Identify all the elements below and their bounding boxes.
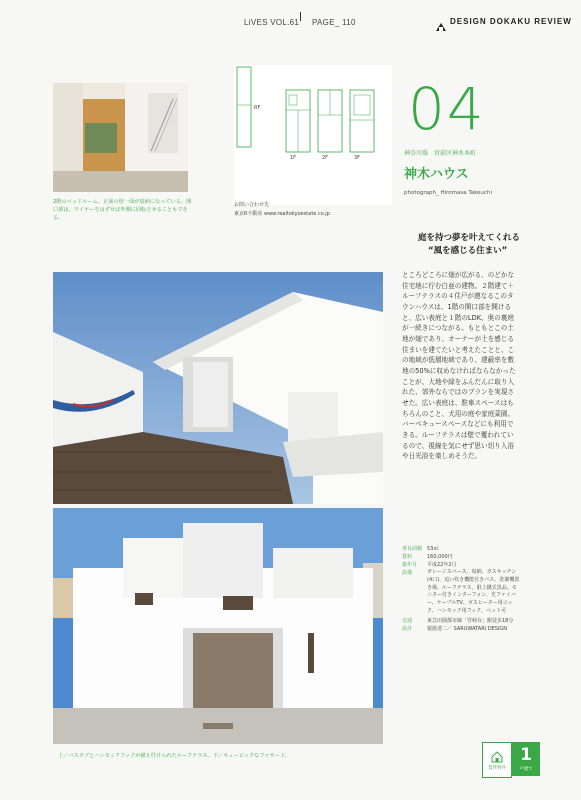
category-number: 1 <box>520 745 532 765</box>
headline-line1: 庭を持つ夢を叶えてくれる <box>418 233 521 243</box>
spec-label: 築年月 <box>402 562 418 568</box>
spec-label: 設備 <box>402 570 413 576</box>
category-label: 戸建て <box>519 767 533 772</box>
spec-row <box>402 617 520 624</box>
house-name: 神木ハウス <box>404 167 469 182</box>
spec-value: 猿渡達二／ SARUWATARI DESIGN <box>427 625 508 632</box>
spec-value: 53㎡ <box>427 546 439 552</box>
house-location: 神奈川県 宮前区神木本町 <box>404 150 477 157</box>
spec-value: 160,000円 <box>427 554 453 560</box>
facade-photo <box>53 508 383 744</box>
bedroom-photo <box>53 83 188 192</box>
roof-terrace-photo <box>53 272 383 504</box>
header-divider <box>300 12 301 21</box>
spec-row <box>402 561 520 568</box>
contact-company: 東京R不動産 <box>234 211 263 217</box>
spec-value: 平成22年2月 <box>427 562 457 568</box>
spec-value: ガレージスペース、収納、ガスキッチン(4口)、追い炊き機能付きバス、洗濯機置き場、ルーフテラス、駐上鍵式黒品、モニター付きインターフォン、光ファイバー、ケーブルTV、ガスヒーター用コック、ハンモック用フック、ペット可 <box>427 569 520 614</box>
spec-label: 専有面積 <box>402 546 423 552</box>
bedroom-caption: 2階のベッドルーム。正面の壁一面が収納になっている。開口部は、ワイヤーをはずせば外側に回転させることもできる。 <box>53 199 192 222</box>
spec-label: 交通 <box>402 617 413 624</box>
rental-badge-label: 賃貸物件 <box>488 766 506 771</box>
category-badge <box>512 742 540 776</box>
spec-row <box>402 569 520 616</box>
photographer-credit: photograph_ Hiromasa Takeuchi <box>404 190 493 196</box>
page-number: PAGE_ 110 <box>312 18 356 27</box>
spec-label: 賃料 <box>402 554 413 560</box>
bottom-photo-caption: 上／バスタブとハンモックフックが備え付けられたルーフテラス。下／キュービックなファサード。 <box>58 753 290 759</box>
floor-label-1f: 1F <box>290 155 297 161</box>
house-number: 04 <box>408 75 486 143</box>
floor-label-3f: 3F <box>354 155 361 161</box>
house-icon <box>491 748 503 760</box>
spec-label: 設計 <box>402 625 413 632</box>
brand-title: DESIGN DOKAKU REVIEW <box>450 17 572 26</box>
contact-label: お問い合わせ先 <box>234 202 270 208</box>
rental-badge <box>482 742 512 778</box>
floor-label-2f: 2F <box>322 155 329 161</box>
floor-label-rf: RF <box>254 105 261 111</box>
spec-row <box>402 545 520 552</box>
specs-table <box>402 545 520 633</box>
floor-plans <box>234 65 392 205</box>
spec-row <box>402 625 520 632</box>
article-body: ところどころに畑が広がる、のどかな住宅地に佇む白亜の建物。２階建て＋ルーフテラスの４住戸が連なるこのタウンハウスは、1階の開口部を開けると、広い表庭と１階のLDK、奥の裏庭が一続きにつながる。もともとこの土地が畑であり、オーナーが土を感じる住まいを建てたいと考えたことと、この地域が低層地域であり、建蔽率を敷地の50%に収めなければならなかったことが、大地や緑をふんだんに取り入れた、郊外ならではのプランを実現させた。広い表庭は、駐車スペースはもちろんのこと、犬用の庭や家庭菜園、バーベキュースペースなどにも利用できる。ルーフテラスは壁で覆われているので、視線を気にせず思い切り入浴や日光浴を楽しめそうだ。 <box>402 271 516 461</box>
brand-logo-icon <box>436 16 446 26</box>
spec-value: 東急田園都市線「宮崎台」駅徒歩18分 <box>427 617 514 624</box>
magazine-volume: LiVES VOL.61 <box>244 18 300 27</box>
spec-row <box>402 553 520 560</box>
headline-line2: “風を感じる住まい” <box>428 246 508 256</box>
contact-url[interactable]: www.realtokyoestate.co.jp <box>264 211 330 217</box>
